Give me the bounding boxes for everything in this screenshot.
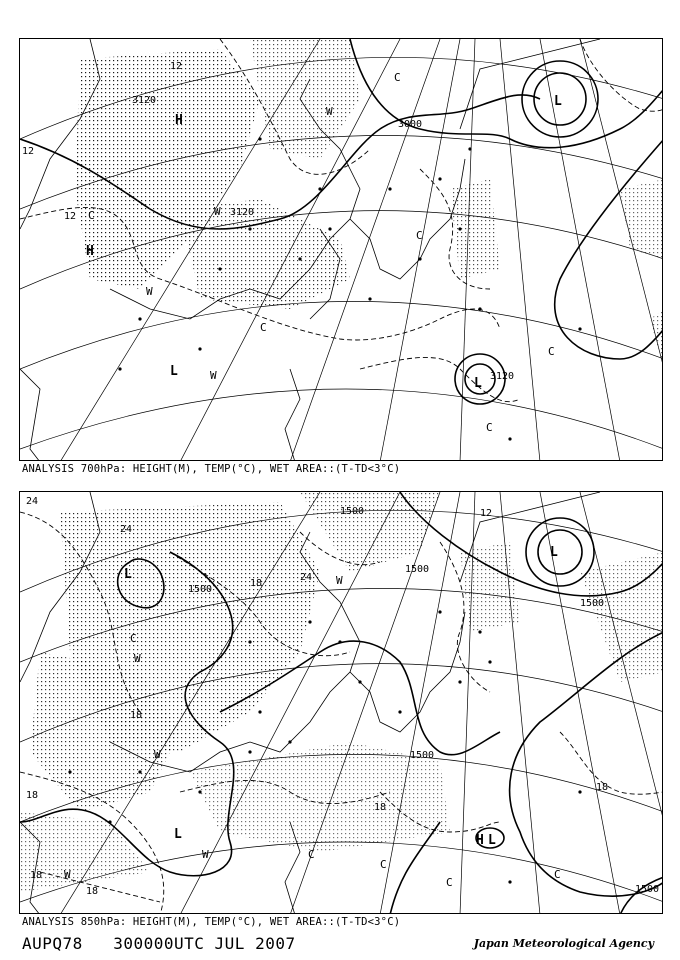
- temp-label: 18: [374, 802, 387, 813]
- warm-cold-mark: C: [394, 71, 401, 84]
- pressure-center: L: [554, 94, 562, 109]
- warm-cold-mark: W: [214, 205, 221, 218]
- pressure-center: L: [488, 833, 496, 848]
- temp-label: 12: [22, 146, 35, 157]
- temp-label: 12: [64, 211, 77, 222]
- height-label: 3120: [490, 371, 515, 382]
- pressure-center: L: [174, 827, 182, 842]
- warm-cold-mark: W: [202, 848, 209, 861]
- pressure-center: H: [86, 244, 94, 259]
- warm-cold-mark: C: [486, 421, 493, 434]
- temp-label: 18: [86, 886, 99, 897]
- caption-700hpa: ANALYSIS 700hPa: HEIGHT(M), TEMP(°C), WET AREA::(T-TD<3°C): [22, 463, 401, 475]
- warm-cold-mark: W: [326, 105, 333, 118]
- warm-cold-mark: C: [308, 848, 315, 861]
- agency-name: Japan Meteorological Agency: [473, 937, 654, 950]
- pressure-center: L: [124, 567, 132, 582]
- warm-cold-mark: W: [154, 748, 161, 761]
- height-label: 1500: [580, 598, 605, 609]
- map-700hpa-svg: [20, 39, 663, 461]
- warm-cold-mark: C: [416, 229, 423, 242]
- height-label: 1500: [635, 884, 660, 895]
- temp-label: 24: [300, 572, 313, 583]
- temp-label: 24: [120, 524, 133, 535]
- warm-cold-mark: W: [146, 285, 153, 298]
- height-label: 3120: [132, 95, 157, 106]
- warm-cold-mark: C: [446, 876, 453, 889]
- pressure-center: L: [550, 545, 558, 560]
- temp-label: 18: [596, 782, 609, 793]
- warm-cold-mark: C: [88, 209, 95, 222]
- bulletin-header: [22, 934, 296, 953]
- pressure-center: H: [175, 113, 183, 128]
- warm-cold-mark: W: [336, 574, 343, 587]
- bulletin-time: 300000UTC JUL 2007: [113, 934, 296, 953]
- pressure-center: L: [474, 376, 482, 391]
- wet-area-stipple: [20, 492, 663, 892]
- pressure-center: H: [476, 833, 484, 848]
- height-label: 1500: [188, 584, 213, 595]
- warm-cold-mark: W: [134, 652, 141, 665]
- temp-label: 18: [30, 870, 43, 881]
- map-850hpa-svg: [20, 492, 663, 914]
- warm-cold-mark: C: [260, 321, 267, 334]
- temp-label: 24: [26, 496, 39, 507]
- height-label: 1500: [410, 750, 435, 761]
- warm-cold-mark: C: [554, 868, 561, 881]
- temp-label: 18: [250, 578, 263, 589]
- height-label: 1500: [405, 564, 430, 575]
- caption-850hpa: ANALYSIS 850hPa: HEIGHT(M), TEMP(°C), WET AREA::(T-TD<3°C): [22, 916, 401, 928]
- warm-cold-mark: W: [210, 369, 217, 382]
- height-label: 3000: [398, 119, 423, 130]
- pressure-center: L: [170, 364, 178, 379]
- warm-cold-mark: C: [380, 858, 387, 871]
- temp-label: 18: [26, 790, 39, 801]
- warm-cold-mark: C: [548, 345, 555, 358]
- bulletin-code: AUPQ78: [22, 934, 83, 953]
- warm-cold-mark: W: [64, 868, 71, 881]
- height-label: 3120: [230, 207, 255, 218]
- map-panel-850hpa: [19, 491, 663, 914]
- temp-label: 18: [130, 710, 143, 721]
- temp-label: 12: [170, 61, 183, 72]
- temp-label: 12: [480, 508, 493, 519]
- map-panel-700hpa: [19, 38, 663, 461]
- warm-cold-mark: C: [130, 632, 137, 645]
- height-label: 1500: [340, 506, 365, 517]
